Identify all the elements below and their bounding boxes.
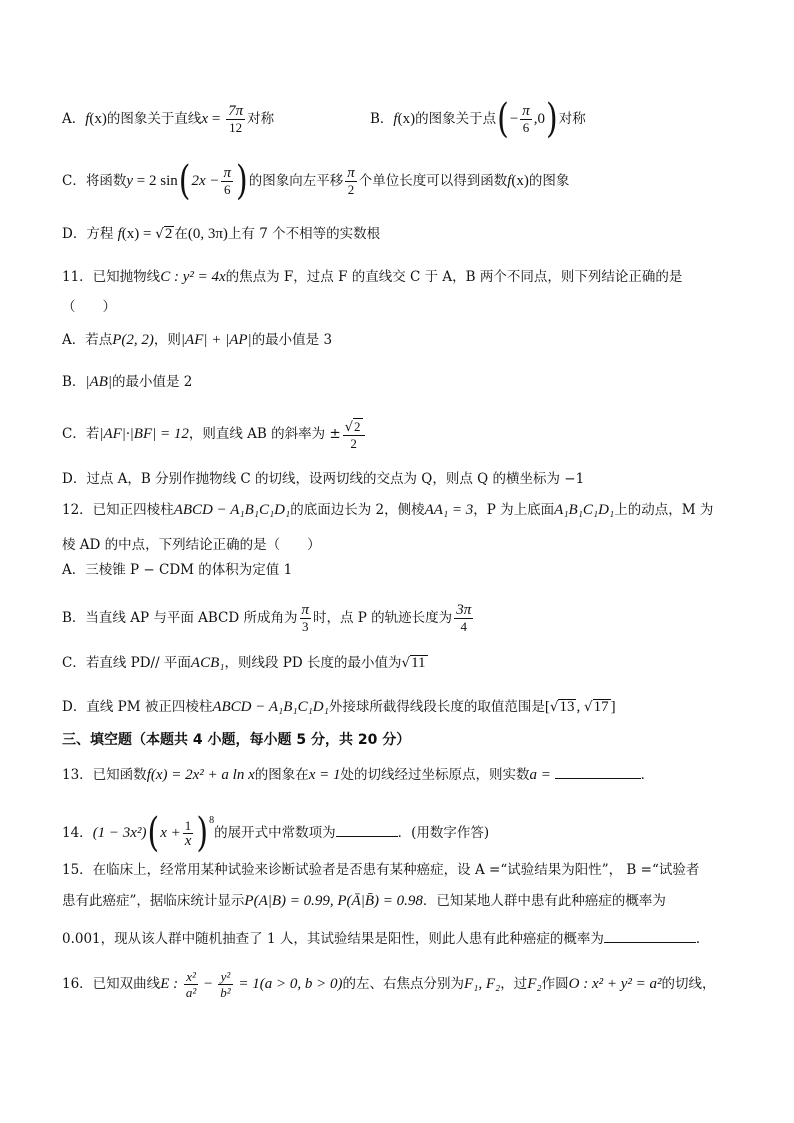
focus: F₂ [527, 976, 542, 992]
sqrt-sign: √ [344, 420, 354, 435]
q15-line1 [62, 861, 699, 879]
fraction [454, 603, 473, 634]
var: a = [529, 767, 555, 783]
stem-text: ，P 为上底面 [473, 502, 555, 518]
stem-text: 处的切线经过坐标原点，则实数 [340, 767, 530, 783]
option-text: 的图象 [528, 173, 570, 189]
numerator: x² [184, 969, 198, 985]
radicand: 2 [354, 419, 361, 434]
fn-name: f [117, 226, 122, 242]
expr: P(A|B) = 0.99, P(Ā|B̄) = 0.98 [244, 893, 423, 909]
stem-text: ．已知某地人群中患有此种癌症的概率为 [422, 893, 666, 909]
fraction [218, 969, 232, 1000]
option-text: 的图象关于点 [415, 111, 497, 127]
answer-blank[interactable] [555, 764, 641, 779]
left-paren: ( [178, 157, 191, 205]
expr: |AB| [85, 374, 112, 390]
option-label: A． [62, 111, 86, 127]
option-text: D．方程 [62, 226, 114, 242]
circle-eq: O : x² + y² = a² [568, 976, 662, 992]
interval: (0, 3π) [187, 226, 228, 242]
option-text: 的最小值是 2 [112, 374, 193, 390]
q10-option-b [370, 95, 586, 143]
option-label: B． [62, 374, 86, 390]
option-text: D．直线 PM 被正四棱柱 [62, 699, 213, 715]
expr: = 2 sin [133, 173, 178, 189]
q12-option-d [62, 698, 616, 716]
var: y [126, 173, 134, 189]
q10-option-d [62, 225, 380, 243]
fn-arg: (x) [89, 111, 107, 127]
expr: x = 1 [308, 767, 341, 783]
fn-arg: (x) [397, 111, 416, 127]
q13 [62, 764, 654, 784]
right-paren: ) [196, 809, 209, 857]
expr: |AF|·|BF| = 12 [99, 426, 189, 442]
fraction [221, 166, 233, 197]
answer-blank[interactable] [336, 822, 398, 837]
q15-line3 [62, 928, 709, 948]
q12-option-a [62, 561, 292, 579]
q12-stem-line2 [62, 536, 321, 554]
fraction [300, 603, 312, 634]
coord-tail: ,0 [533, 111, 546, 127]
option-label: B． [370, 111, 394, 127]
sqrt-sign: √ [155, 226, 164, 242]
denominator: 3 [302, 619, 309, 634]
radicand: 2 [164, 226, 173, 242]
stem-text: 11．已知抛物线 [62, 269, 161, 285]
option-text: 对称 [558, 111, 586, 127]
denominator: 6 [522, 120, 530, 135]
option-text: 的图象向左平移 [248, 173, 344, 189]
bracket: [ [544, 699, 550, 715]
right-paren: ) [236, 157, 248, 205]
fn-name: f [393, 111, 398, 127]
stem-text: 16．已知双曲线 [62, 976, 161, 992]
sqrt-sign: √ [401, 655, 411, 671]
numerator: 7π [228, 103, 244, 119]
option-text: C．若 [62, 426, 100, 442]
fraction [345, 166, 357, 197]
expr: |AF| + |AP| [180, 332, 252, 348]
plane: ACB₁ [190, 655, 225, 671]
q12-option-c [62, 654, 428, 672]
numerator: 3π [456, 602, 472, 618]
denominator: 4 [460, 619, 467, 634]
prism: ABCD − A₁B₁C₁D₁ [212, 699, 329, 715]
denominator: 12 [229, 120, 243, 135]
expr: (1 − 3x²) [92, 825, 147, 841]
fraction [183, 818, 194, 849]
sqrt-sign: √ [549, 699, 559, 715]
stem-text: ．(用数字作答) [397, 825, 490, 841]
point: P(2, 2) [112, 332, 154, 348]
stem-text: 棱 AD 的中点，下列结论正确的是（ ） [62, 537, 321, 553]
option-text: A．若点 [62, 332, 113, 348]
radicand: 11 [411, 655, 426, 671]
numerator: y² [218, 969, 232, 985]
q12-stem-line1 [62, 501, 713, 519]
option-text: 的最小值是 3 [251, 332, 333, 348]
exponent: 8 [209, 815, 215, 826]
curve-label: E : [160, 976, 182, 992]
q14 [62, 809, 490, 857]
fraction [226, 104, 245, 135]
stem-text: 的展开式中常数项为 [214, 825, 336, 841]
q11-option-d [62, 470, 584, 488]
option-text: 在 [174, 226, 188, 242]
q11-option-b [62, 373, 192, 391]
stem-text: 的底面边长为 2，侧棱 [290, 502, 425, 518]
option-text: A．三棱锥 P − CDM 的体积为定值 1 [62, 562, 293, 578]
option-text: B．当直线 AP 与平面 ABCD 所成角为 [62, 610, 298, 626]
option-text: 个单位长度可以得到函数 [358, 173, 508, 189]
stem-text: 的图象在 [254, 767, 309, 783]
stem-text: 患有此癌症”，据临床统计显示 [62, 893, 245, 909]
numerator: π [223, 165, 231, 181]
stem-text: 作圆 [541, 976, 569, 992]
fraction [343, 418, 365, 451]
q16 [62, 969, 716, 1000]
answer-blank[interactable] [604, 928, 696, 943]
expr: 2x − [191, 173, 220, 189]
stem-text: ． [640, 767, 655, 783]
expr: x + [160, 825, 181, 841]
comma: , [576, 699, 584, 715]
denominator: b² [220, 985, 231, 1000]
option-text: C．若直线 PD// 平面 [62, 655, 191, 671]
option-text: ，则 [153, 332, 181, 348]
q10-option-c [62, 157, 570, 205]
option-text: ，则直线 AB 的斜率为 ± [188, 426, 341, 442]
stem-text: ． [695, 931, 710, 947]
top-face: A₁B₁C₁D₁ [554, 502, 615, 518]
fn-arg: (x) = [121, 226, 156, 242]
stem-text: 的焦点为 F，过点 F 的直线交 C 于 A，B 两个不同点，则下列结论正确的是 [225, 269, 683, 285]
q12-option-b [62, 603, 475, 634]
stem-text: 12．已知正四棱柱 [62, 502, 174, 518]
q11-option-c [62, 418, 367, 451]
fraction [184, 969, 198, 1000]
left-paren: ( [497, 95, 509, 143]
option-text: D．过点 A，B 分别作抛物线 C 的切线，设两切线的交点为 Q，则点 Q 的横坐标为 −1 [62, 471, 585, 487]
minus: − [200, 976, 217, 992]
stem-text: 0.001，现从该人群中随机抽查了 1 人，其试验结果是阳性，则此人患有此种癌症的概率为 [62, 931, 604, 947]
radicand: 13 [559, 699, 575, 715]
prism: ABCD − A₁B₁C₁D₁ [173, 502, 291, 518]
stem-text: 15．在临床上，经常用某种试验来诊断试验者是否患有某种癌症，设 A =“试验结果为阳性”， B =“试验者 [62, 862, 700, 878]
option-text: ，则线段 PD 长度的最小值为 [224, 655, 402, 671]
numerator [343, 418, 365, 436]
radicand: 17 [593, 699, 609, 715]
stem-text: 13．已知函数 [62, 767, 147, 783]
numerator: π [522, 103, 530, 119]
foci: F₁, F₂ [464, 976, 501, 992]
option-text: 上有 7 个不相等的实数根 [227, 226, 381, 242]
stem-text: 14． [62, 825, 93, 841]
q11-option-a [62, 331, 332, 349]
denominator: 6 [223, 182, 231, 197]
denominator: a² [185, 985, 197, 1000]
numerator: π [347, 165, 355, 181]
q10-option-a [62, 104, 274, 135]
option-text: 的图象关于直线 [106, 111, 202, 127]
bracket: ] [610, 699, 616, 715]
denominator: 2 [347, 182, 355, 197]
numerator: 1 [183, 818, 194, 834]
denominator: 2 [350, 436, 357, 451]
fn-arg: (x) [511, 173, 529, 189]
answer-paren: （ ） [62, 299, 116, 315]
q15-line2 [62, 892, 666, 910]
denominator: x [184, 833, 192, 849]
left-paren: ( [147, 809, 160, 857]
curve-eq: C : y² = 4x [160, 269, 226, 285]
expr: f(x) = 2x² + a ln x [146, 767, 255, 783]
equals: = [208, 111, 225, 127]
option-text: 对称 [247, 111, 275, 127]
fraction [520, 104, 532, 135]
option-text: 时，点 P 的轨迹长度为 [313, 610, 453, 626]
option-text: C．将函数 [62, 173, 127, 189]
section-heading: 三、填空题（本题共 4 小题，每小题 5 分，共 20 分） [62, 732, 411, 748]
stem-text: ，过 [500, 976, 528, 992]
var: x [201, 111, 209, 127]
stem-text: 的左、右焦点分别为 [342, 976, 464, 992]
q11-stem [62, 268, 682, 286]
stem-text: 上的动点，M 为 [614, 502, 714, 518]
fn-name: f [85, 111, 90, 127]
expr: = 1(a > 0, b > 0) [234, 976, 343, 992]
stem-text: 的切线， [661, 976, 716, 992]
numerator: π [301, 602, 310, 618]
option-text: 外接球所截得线段长度的取值范围是 [328, 699, 545, 715]
fn-name: f [507, 173, 512, 189]
sqrt-sign: √ [583, 699, 593, 715]
edge: AA₁ = 3 [424, 502, 474, 518]
minus: − [509, 111, 519, 127]
q11-paren [62, 298, 116, 316]
right-paren: ) [546, 95, 558, 143]
